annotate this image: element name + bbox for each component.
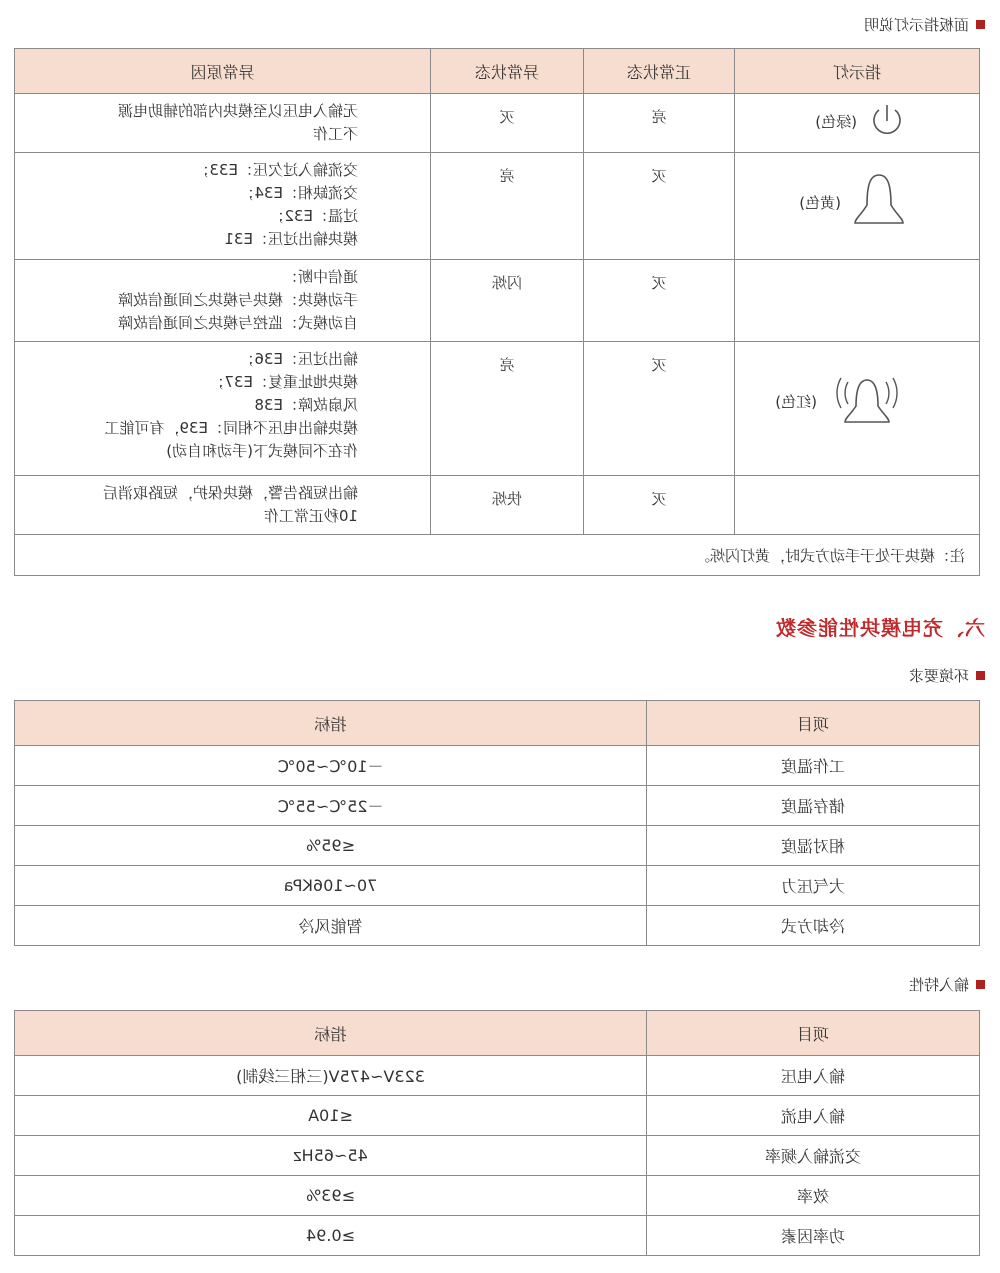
table-row <box>15 906 980 946</box>
alarm-bell-icon <box>827 370 907 432</box>
input-heading <box>909 974 985 995</box>
item-cell: 输入电压 <box>647 1056 980 1096</box>
cause-line: 风扇故障：E38 <box>254 396 358 414</box>
header-item: 项目 <box>647 701 980 746</box>
input-heading-text: 输入特性 <box>908 976 969 994</box>
table-row <box>15 342 980 476</box>
table-note: 注：模块于处于手动方式时，黄灯闪烁。 <box>15 535 980 576</box>
item-cell: 效率 <box>647 1176 980 1216</box>
cause-line: 自动模式：监控与模块之间通信故障 <box>117 314 358 332</box>
indicator-table <box>14 48 980 576</box>
light-cell <box>735 94 980 153</box>
abnormal-state: 闪烁 <box>431 260 584 342</box>
abnormal-state: 亮 <box>431 342 584 476</box>
spec-cell: －10℃~50℃ <box>15 746 647 786</box>
header-spec: 指标 <box>15 1011 647 1056</box>
item-cell: 交流输入频率 <box>647 1136 980 1176</box>
cause-line: 过温：E32； <box>269 207 358 225</box>
normal-state: 灭 <box>584 476 735 535</box>
spec-cell: ≤10A <box>15 1096 647 1136</box>
item-cell: 工作温度 <box>647 746 980 786</box>
light-cell <box>735 342 980 476</box>
table-row <box>15 94 980 153</box>
normal-state: 灭 <box>584 153 735 260</box>
item-cell: 冷却方式 <box>647 906 980 946</box>
light-cell <box>735 476 980 535</box>
header-spec: 指标 <box>15 701 647 746</box>
bell-icon <box>851 171 907 233</box>
table-row <box>15 826 980 866</box>
abnormal-state: 快烁 <box>431 476 584 535</box>
normal-state: 灭 <box>584 260 735 342</box>
input-table <box>14 1010 980 1256</box>
light-cell <box>735 260 980 342</box>
abnormal-state: 亮 <box>431 153 584 260</box>
spec-cell: ≤95% <box>15 826 647 866</box>
power-icon <box>867 102 907 140</box>
spec-cell: －25℃~55℃ <box>15 786 647 826</box>
spec-cell: 45~65Hz <box>15 1136 647 1176</box>
cause-line: 模块输出过压：E31 <box>224 230 358 248</box>
spec-cell: ≥93% <box>15 1176 647 1216</box>
light-cell <box>735 153 980 260</box>
item-cell: 储存温度 <box>647 786 980 826</box>
header-abnormal: 异常状态 <box>431 49 584 94</box>
table-row <box>15 153 980 260</box>
table-row <box>15 1056 980 1096</box>
spec-cell: 70~106KPa <box>15 866 647 906</box>
item-cell: 相对湿度 <box>647 826 980 866</box>
table-row <box>15 1216 980 1256</box>
header-cause: 异常原因 <box>15 49 431 94</box>
table-row <box>15 1176 980 1216</box>
cause-line: 无输入电压以至模块内部的辅助电源 <box>117 102 358 120</box>
light-label: (黄色) <box>799 193 841 212</box>
light-label: (红色) <box>775 392 817 411</box>
light-label: (绿色) <box>815 112 857 131</box>
section-marker-icon <box>976 671 985 680</box>
header-light: 指示灯 <box>735 49 980 94</box>
spec-cell: 智能风冷 <box>15 906 647 946</box>
note-row <box>15 535 980 576</box>
cause-cell <box>15 476 431 535</box>
cause-cell <box>15 94 431 153</box>
cause-line: 输出短路告警，模块保护，短路取消后 <box>102 484 358 502</box>
environment-heading-text: 环境要求 <box>908 667 969 685</box>
environment-header-row <box>15 701 980 746</box>
cause-cell <box>15 342 431 476</box>
item-cell: 输入电流 <box>647 1096 980 1136</box>
panel-section-heading-text: 面板指示灯说明 <box>863 16 969 34</box>
table-row <box>15 476 980 535</box>
table-row <box>15 1096 980 1136</box>
table-row <box>15 1136 980 1176</box>
table-row <box>15 746 980 786</box>
spec-cell: ≥0.94 <box>15 1216 647 1256</box>
input-header-row <box>15 1011 980 1056</box>
indicator-header-row <box>15 49 980 94</box>
normal-state: 亮 <box>584 94 735 153</box>
environment-table <box>14 700 980 946</box>
cause-line: 交流输入过欠压：E33； <box>194 161 358 179</box>
panel-section-heading <box>864 14 985 35</box>
item-cell: 功率因素 <box>647 1216 980 1256</box>
cause-line: 10秒正常工作 <box>263 507 358 525</box>
table-row <box>15 786 980 826</box>
header-item: 项目 <box>647 1011 980 1056</box>
abnormal-state: 灭 <box>431 94 584 153</box>
module-section-title: 六、充电模块性能参数 <box>775 616 985 640</box>
environment-heading <box>909 665 985 686</box>
table-row <box>15 260 980 342</box>
table-row <box>15 866 980 906</box>
item-cell: 大气压力 <box>647 866 980 906</box>
cause-line: 交流缺相：E34； <box>239 184 358 202</box>
cause-line: 通信中断： <box>282 268 358 286</box>
section-marker-icon <box>976 20 985 29</box>
cause-line: 手动模块：模块与模块之间通信故障 <box>117 291 358 309</box>
cause-line: 作在不同模式下(手动和自动) <box>166 442 358 460</box>
normal-state: 灭 <box>584 342 735 476</box>
spec-cell: 323V~475V(三相三线制) <box>15 1056 647 1096</box>
cause-cell <box>15 153 431 260</box>
cause-line: 输出过压：E36； <box>239 350 358 368</box>
cause-cell <box>15 260 431 342</box>
cause-line: 模块地址重复：E37； <box>209 373 358 391</box>
header-normal: 正常状态 <box>584 49 735 94</box>
section-marker-icon <box>976 980 985 989</box>
cause-line: 模块输出电压不相同：E39，有可能工 <box>104 419 358 437</box>
cause-line: 不工作 <box>312 125 358 143</box>
